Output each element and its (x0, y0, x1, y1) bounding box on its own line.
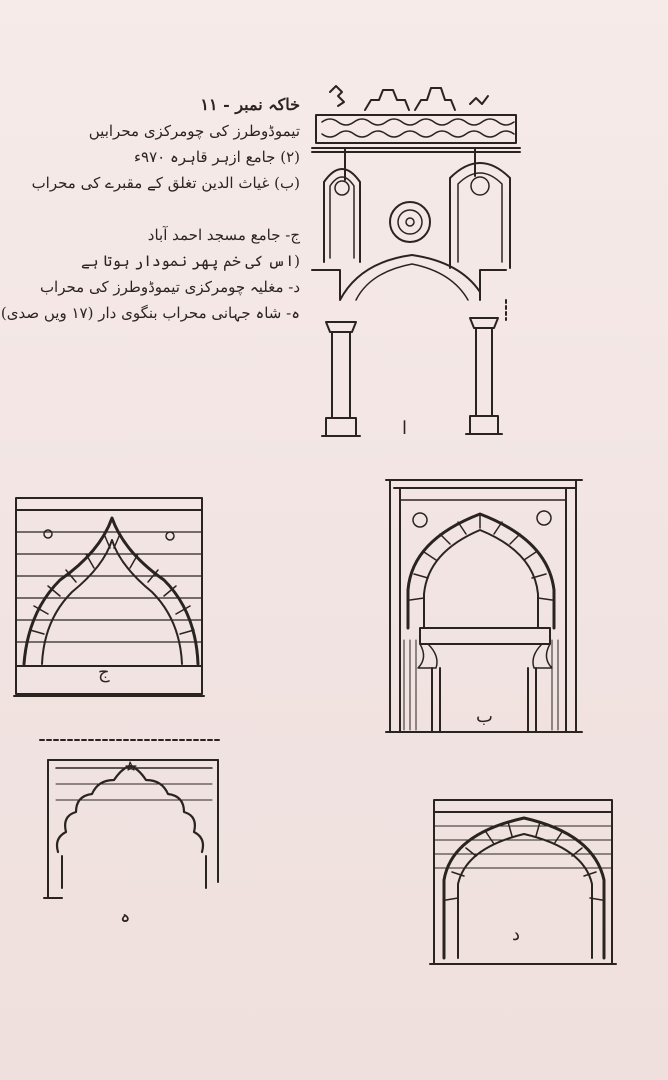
figure-label-b: ب (476, 706, 493, 727)
caption-item-b: (ب) غیاث الدین تغلق کے مقبرے کی محراب (31, 174, 300, 192)
caption-item-d: د- مغلیہ چومرکزی تیموڈوطرز کی محراب (39, 278, 300, 296)
figure-subtitle: تیموڈوطرز کی چومرکزی محرابیں (88, 122, 300, 140)
arch-drawing-d (430, 800, 616, 964)
caption-item-c-note: (اس کی خم پھر نمودار ہوتا ہے (80, 252, 300, 270)
figure-label-e: ہ (120, 906, 131, 927)
caption-item-c: ج- جامع مسجد احمد آباد (147, 226, 300, 244)
arch-drawing-e (40, 740, 222, 898)
arch-drawing-b (386, 480, 582, 732)
figure-label-c: ج (98, 662, 110, 683)
arch-drawing-a (312, 86, 520, 436)
figure-label-a: ا (402, 418, 408, 439)
caption-item-e: ہ- شاہ جہانی محراب بنگوی دار (۱۷ ویں صدی) (0, 304, 300, 322)
figure-label-d: د (512, 924, 521, 945)
figure-title: خاکہ نمبر - ۱۱ (200, 95, 300, 114)
caption-item-a: (۲) جامع ازہر قاہرہ ۹۷۰ء (133, 148, 300, 166)
